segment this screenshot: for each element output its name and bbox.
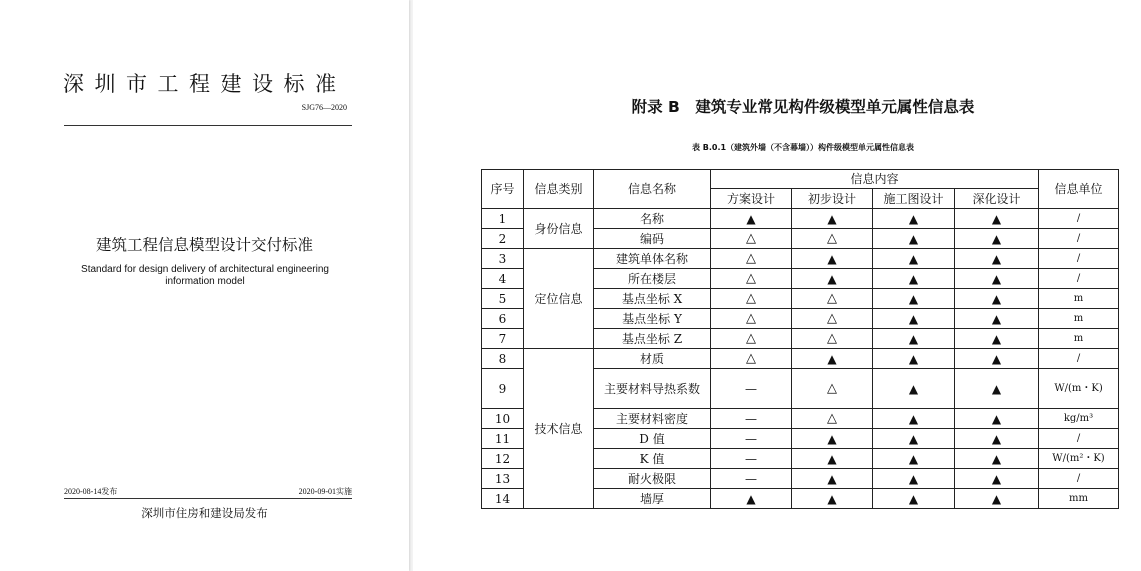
requirement-mark: △ [792,369,873,409]
row-number: 14 [482,489,524,509]
row-number: 3 [482,249,524,269]
requirement-mark: ▲ [873,369,955,409]
category-cell: 身份信息 [524,209,594,249]
requirement-mark: ▲ [792,489,873,509]
info-name: 主要材料密度 [594,409,711,429]
appendix-title: 附录 B 建筑专业常见构件级模型单元属性信息表 [631,98,975,116]
cover-page [0,0,409,571]
info-name: 名称 [594,209,711,229]
requirement-mark: — [711,409,792,429]
info-name: 材质 [594,349,711,369]
info-unit: / [1039,249,1119,269]
info-name: 墙厚 [594,489,711,509]
requirement-mark: ▲ [873,269,955,289]
info-unit: / [1039,429,1119,449]
requirement-mark: ▲ [873,229,955,249]
info-name: 编码 [594,229,711,249]
requirement-mark: ▲ [873,449,955,469]
info-unit: / [1039,469,1119,489]
requirement-mark: △ [711,269,792,289]
requirement-mark: ▲ [873,329,955,349]
row-number: 12 [482,449,524,469]
cover-org-title: 深圳市工程建设标准 [63,72,347,96]
requirement-mark: △ [792,289,873,309]
cover-bottom-rule [64,498,352,499]
info-unit: m [1039,309,1119,329]
info-unit: m [1039,289,1119,309]
category-cell: 定位信息 [524,249,594,349]
info-unit: mm [1039,489,1119,509]
header-content: 信息内容 [711,170,1039,189]
requirement-mark: ▲ [955,469,1039,489]
requirement-mark: ▲ [955,409,1039,429]
header-unit: 信息单位 [1039,170,1119,209]
info-name: K 值 [594,449,711,469]
standard-number: SJG76—2020 [301,103,347,112]
table-row [482,249,1119,269]
info-unit: W/(m²・K) [1039,449,1119,469]
info-unit: / [1039,269,1119,289]
info-unit: W/(m・K) [1039,369,1119,409]
requirement-mark: ▲ [955,269,1039,289]
info-unit: / [1039,229,1119,249]
info-unit: m [1039,329,1119,349]
header-phase-preliminary: 初步设计 [792,189,873,209]
attribute-table [481,169,1119,509]
header-category: 信息类别 [524,170,594,209]
requirement-mark: ▲ [873,429,955,449]
requirement-mark: ▲ [792,249,873,269]
requirement-mark: △ [711,349,792,369]
requirement-mark: ▲ [955,489,1039,509]
table-body [482,209,1119,509]
row-number: 5 [482,289,524,309]
requirement-mark: △ [711,329,792,349]
requirement-mark: △ [792,329,873,349]
info-name: 耐火极限 [594,469,711,489]
requirement-mark: ▲ [955,449,1039,469]
row-number: 4 [482,269,524,289]
row-number: 11 [482,429,524,449]
issue-date: 2020-08-14发布 [64,487,118,496]
info-name: 主要材料导热系数 [594,369,711,409]
header-phase-scheme: 方案设计 [711,189,792,209]
requirement-mark: ▲ [955,329,1039,349]
requirement-mark: ▲ [873,209,955,229]
row-number: 10 [482,409,524,429]
header-phase-construction: 施工图设计 [873,189,955,209]
requirement-mark: — [711,469,792,489]
requirement-mark: ▲ [873,349,955,369]
requirement-mark: ▲ [955,289,1039,309]
row-number: 6 [482,309,524,329]
info-unit: / [1039,349,1119,369]
requirement-mark: ▲ [711,209,792,229]
info-name: 所在楼层 [594,269,711,289]
row-number: 7 [482,329,524,349]
requirement-mark: ▲ [792,469,873,489]
requirement-mark: — [711,449,792,469]
requirement-mark: △ [711,229,792,249]
requirement-mark: ▲ [873,489,955,509]
info-unit: kg/m³ [1039,409,1119,429]
requirement-mark: ▲ [873,249,955,269]
info-name: 基点坐标 Z [594,329,711,349]
requirement-mark: ▲ [955,209,1039,229]
requirement-mark: ▲ [792,269,873,289]
requirement-mark: ▲ [955,349,1039,369]
requirement-mark: ▲ [955,369,1039,409]
requirement-mark: — [711,369,792,409]
table-row [482,209,1119,229]
header-name: 信息名称 [594,170,711,209]
requirement-mark: ▲ [955,429,1039,449]
requirement-mark: ▲ [711,489,792,509]
row-number: 1 [482,209,524,229]
row-number: 8 [482,349,524,369]
info-name: D 值 [594,429,711,449]
header-phase-detailed: 深化设计 [955,189,1039,209]
row-number: 13 [482,469,524,489]
info-unit: / [1039,209,1119,229]
row-number: 9 [482,369,524,409]
requirement-mark: ▲ [792,449,873,469]
requirement-mark: ▲ [792,349,873,369]
requirement-mark: ▲ [792,209,873,229]
info-name: 基点坐标 X [594,289,711,309]
info-name: 建筑单体名称 [594,249,711,269]
requirement-mark: ▲ [955,249,1039,269]
requirement-mark: △ [792,229,873,249]
table-row [482,349,1119,369]
requirement-mark: ▲ [873,409,955,429]
requirement-mark: △ [792,309,873,329]
header-seq: 序号 [482,170,524,209]
requirement-mark: ▲ [873,469,955,489]
cover-title-zh: 建筑工程信息模型设计交付标准 [95,236,313,254]
info-name: 基点坐标 Y [594,309,711,329]
requirement-mark: △ [711,309,792,329]
requirement-mark: △ [711,289,792,309]
cover-title-en-line1: Standard for design delivery of architectural engineering [81,264,329,275]
cover-title-en-line2: information model [165,276,245,287]
category-cell: 技术信息 [524,349,594,509]
requirement-mark: △ [711,249,792,269]
cover-top-rule [64,125,352,126]
implementation-date: 2020-09-01实施 [298,487,352,496]
row-number: 2 [482,229,524,249]
cover-title-en [60,264,350,288]
requirement-mark: ▲ [873,289,955,309]
requirement-mark: ▲ [955,229,1039,249]
requirement-mark: ▲ [792,429,873,449]
publisher: 深圳市住房和建设局发布 [141,506,268,520]
requirement-mark: △ [792,409,873,429]
table-caption: 表 B.0.1（建筑外墙（不含幕墙））构件级模型单元属性信息表 [691,143,915,152]
requirement-mark: ▲ [955,309,1039,329]
appendix-page [413,0,1141,571]
requirement-mark: ▲ [873,309,955,329]
requirement-mark: — [711,429,792,449]
